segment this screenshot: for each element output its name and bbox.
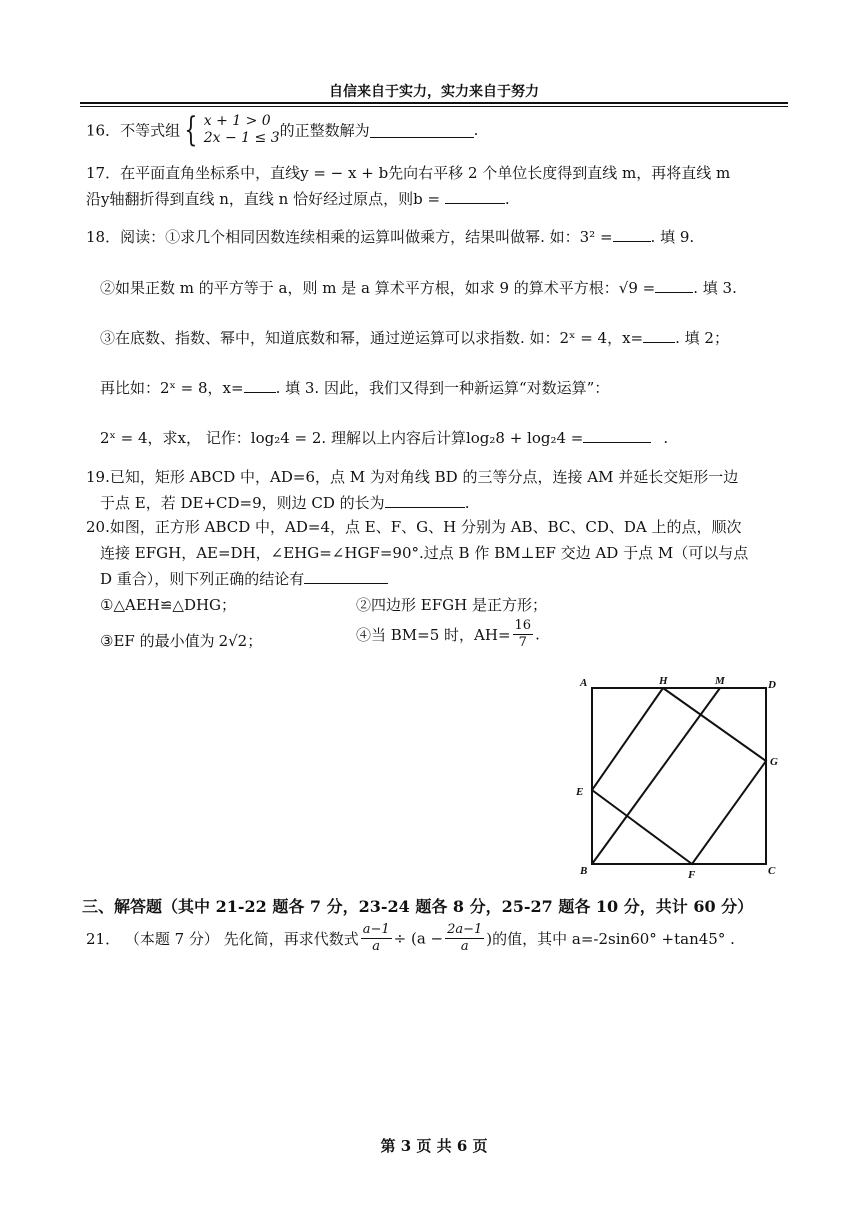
q18-blank-2[interactable]	[655, 278, 693, 293]
q18-line-5-text: 2ˣ = 4，求x， 记作：log₂4 = 2. 理解以上内容后计算log₂8 + log₂4 =	[100, 429, 584, 447]
q16-end: .	[473, 121, 479, 139]
label-c: C	[768, 865, 776, 877]
q20-fraction-num: 16	[514, 618, 532, 633]
header-rule-thick	[80, 102, 788, 104]
q18-line-2	[100, 277, 737, 298]
q18-line-3-text: ③在底数、指数、幂中，知道底数和幂，通过逆运算可以求指数. 如：2ˣ = 4，x=	[100, 329, 644, 347]
label-e: E	[576, 786, 584, 798]
question-16	[86, 110, 479, 150]
quadrilateral-efgh	[592, 688, 766, 864]
header-rule-thin	[80, 106, 788, 107]
q17-line-1: 17．在平面直角坐标系中，直线y = − x + b先向右平移 2 个单位长度得到直线 m，再将直线 m	[86, 164, 731, 182]
q17-line-2	[86, 188, 510, 209]
q18-line-2-text: ②如果正数 m 的平方等于 a，则 m 是 a 算术平方根，如求 9 的算术平方根：√9 =	[100, 279, 656, 297]
q18-line-5	[100, 427, 668, 448]
q20-option-2: ②四边形 EFGH 是正方形；	[356, 596, 547, 614]
q18-line-2-end: . 填 3.	[693, 279, 737, 297]
section-3-heading: 三、解答题（其中 21-22 题各 7 分，23-24 题各 8 分，25-27 题各 10 分，共计 60 分）	[82, 897, 754, 916]
q20-line-1: 20.如图，正方形 ABCD 中，AD=4，点 E、F、G、H 分别为 AB、BC、CD、DA 上的点，顺次	[86, 518, 742, 536]
q19-end: .	[464, 494, 470, 512]
q21-fraction-2	[445, 922, 484, 955]
label-a: A	[580, 677, 588, 689]
q21-fraction-2-den: a	[460, 939, 469, 954]
q19-line-2	[100, 492, 469, 513]
q21-fraction-2-num: 2a−1	[447, 922, 483, 937]
q18-line-5-end: .	[663, 429, 669, 447]
q19-answer-blank[interactable]	[385, 493, 465, 508]
q18-line-3-end: . 填 2；	[675, 329, 729, 347]
q20-line-3	[100, 568, 388, 589]
square-abcd	[592, 688, 766, 864]
q16-suffix: 的正整数解为	[279, 121, 370, 140]
q18-line-4-text: 再比如：2ˣ = 8，x=	[100, 379, 244, 397]
q16-answer-blank[interactable]	[370, 123, 474, 138]
q20-fraction-den: 7	[518, 635, 527, 650]
q20-line-2: 连接 EFGH，AE=DH，∠EHG=∠HGF=90°.过点 B 作 BM⊥EF 交边 AD 于点 M（可以与点	[100, 544, 749, 562]
label-m: M	[715, 675, 725, 687]
q21-fraction-1	[361, 922, 392, 955]
q18-blank-4[interactable]	[244, 378, 276, 393]
label-b: B	[580, 865, 588, 877]
q20-option-4-end: .	[535, 625, 540, 644]
q20-option-3-end: ；	[247, 632, 263, 650]
question-21	[86, 922, 735, 955]
q20-option-3-text: ③EF 的最小值为	[100, 632, 215, 650]
label-d: D	[768, 679, 776, 691]
q20-option-4-fraction	[513, 618, 534, 651]
label-h: H	[659, 675, 668, 687]
q20-option-1: ①△AEH≌△DHG；	[100, 596, 237, 614]
q16-prefix: 16．不等式组	[86, 121, 181, 140]
page-footer: 第 3 页 共 6 页	[380, 1137, 488, 1155]
q20-option-4	[356, 618, 540, 651]
q21-text-end: )的值，其中 a=-2sin60° +tan45° .	[486, 930, 735, 948]
q18-line-3	[100, 327, 729, 348]
q20-option-4-text: ④当 BM=5 时，AH=	[356, 626, 511, 644]
q18-blank-5[interactable]	[583, 428, 651, 443]
q18-line-4	[100, 377, 609, 398]
geometry-figure	[570, 668, 790, 883]
q16-brace: {	[184, 110, 198, 150]
q21-fraction-1-num: a−1	[362, 922, 390, 937]
q20-answer-blank[interactable]	[304, 569, 388, 584]
q18-blank-3[interactable]	[643, 328, 675, 343]
label-g: G	[770, 756, 778, 768]
q17-end: .	[504, 190, 510, 208]
q19-line-2-text: 于点 E，若 DE+CD=9，则边 CD 的长为	[100, 494, 385, 512]
q17-answer-blank[interactable]	[445, 189, 505, 204]
q19-line-1: 19.已知，矩形 ABCD 中，AD=6，点 M 为对角线 BD 的三等分点，连接 AM 并延长交矩形一边	[86, 468, 739, 486]
label-f: F	[688, 869, 696, 881]
page-header: 自信来自于实力，实力来自于努力	[329, 84, 539, 100]
q20-option-3	[100, 630, 262, 651]
q21-fraction-1-den: a	[372, 939, 381, 954]
q20-option-3-value: 2√2	[218, 632, 248, 650]
q18-line-1-text: 18．阅读：①求几个相同因数连续相乘的运算叫做乘方，结果叫做幂. 如：3² =	[86, 228, 613, 246]
q18-blank-1[interactable]	[613, 227, 651, 242]
q18-line-1	[86, 226, 694, 247]
q20-line-3-text: D 重合），则下列正确的结论有	[100, 570, 305, 588]
q16-ineq-1: x + 1 > 0	[203, 113, 271, 129]
q18-line-1-end: . 填 9.	[650, 228, 695, 246]
q16-ineq-2: 2x − 1 ≤ 3	[203, 130, 280, 146]
q17-line-2-text: 沿y轴翻折得到直线 n，直线 n 恰好经过原点，则b =	[86, 190, 445, 208]
q21-operator: ÷ (a −	[393, 929, 444, 948]
q21-text: 21． （本题 7 分） 先化简，再求代数式	[86, 930, 359, 948]
q18-line-4-end: . 填 3. 因此，我们又得到一种新运算“对数运算”：	[275, 379, 610, 397]
q16-system	[204, 113, 280, 147]
